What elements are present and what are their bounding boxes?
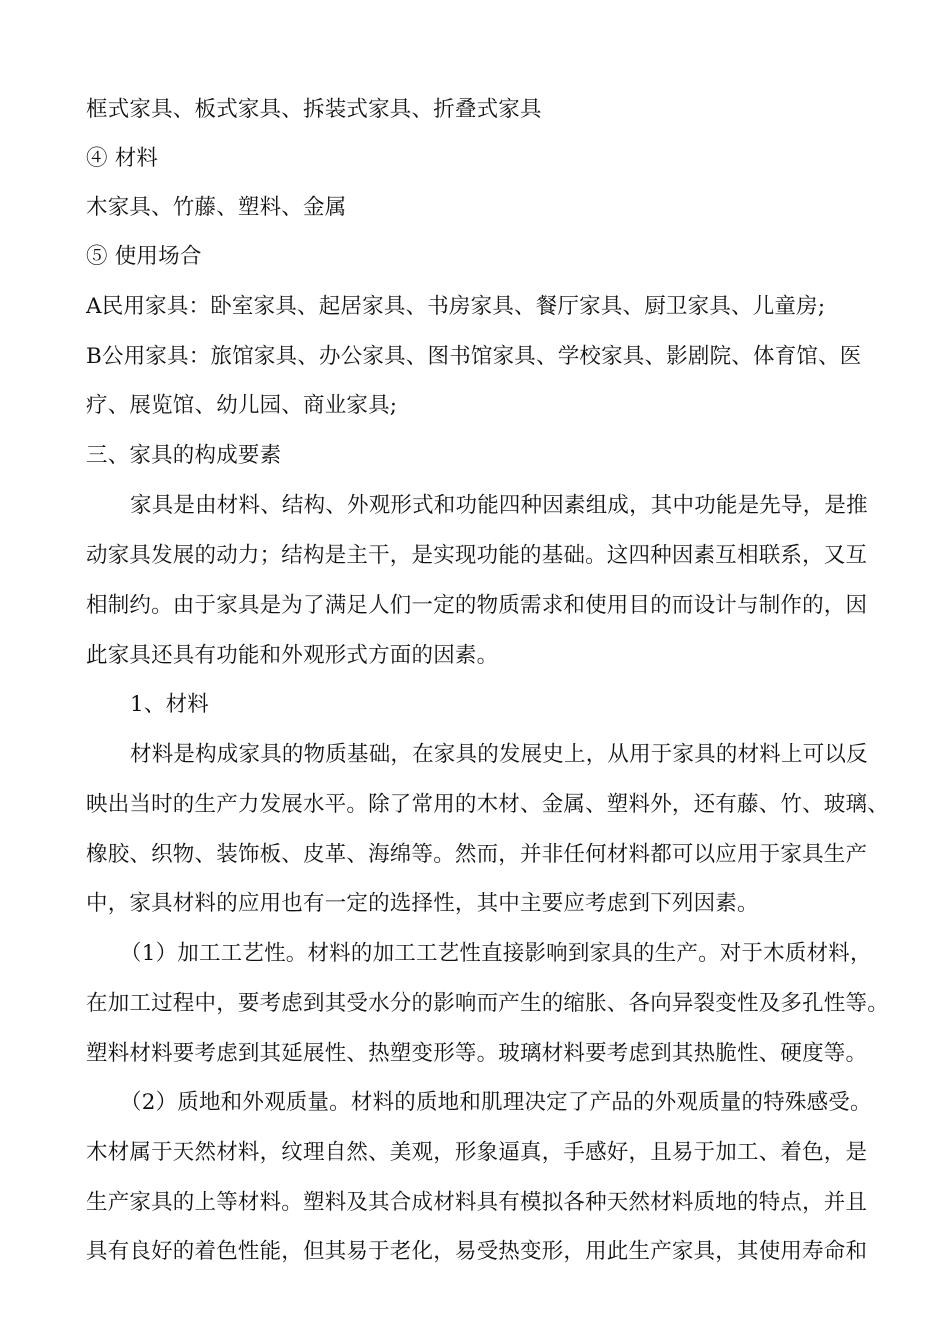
- paragraph-line: 具有良好的着色性能，但其易于老化，易受热变形，用此生产家具，其使用寿命和: [86, 1239, 868, 1264]
- subsection-heading-materials: 1、材料: [130, 692, 209, 717]
- paragraph-line: 相制约。由于家具是为了满足人们一定的物质需求和使用目的而设计与制作的，因: [86, 593, 868, 618]
- paragraph-line: 动家具发展的动力；结构是主干，是实现功能的基础。这四种因素互相联系，又互: [86, 543, 868, 568]
- paragraph-line: 此家具还具有功能和外观形式方面的因素。: [86, 643, 499, 668]
- paragraph-line: （2）质地和外观质量。材料的质地和肌理决定了产品的外观质量的特殊感受。: [120, 1090, 872, 1115]
- paragraph-line: 木材属于天然材料，纹理自然、美观，形象逼真，手感好，且易于加工、着色，是: [86, 1140, 868, 1165]
- paragraph-line: 映出当时的生产力发展水平。除了常用的木材、金属、塑料外，还有藤、竹、玻璃、: [86, 792, 889, 817]
- paragraph-line: 中，家具材料的应用也有一定的选择性，其中主要应考虑到下列因素。: [86, 891, 759, 916]
- text-line-material-list: 木家具、竹藤、塑料、金属: [86, 195, 347, 220]
- heading-materials-category: ④ 材料: [86, 146, 159, 171]
- heading-usage-category: ⑤ 使用场合: [86, 244, 202, 269]
- paragraph-line: 生产家具的上等材料。塑料及其合成材料具有模拟各种天然材料质地的特点，并且: [86, 1190, 868, 1215]
- text-line-type-list: 框式家具、板式家具、拆装式家具、折叠式家具: [86, 97, 542, 122]
- text-line-public-furniture-cont: 疗、展览馆、幼儿园、商业家具;: [86, 393, 398, 418]
- paragraph-line: 在加工过程中，要考虑到其受水分的影响而产生的缩胀、各向异裂变性及多孔性等。: [86, 991, 889, 1016]
- section-heading-elements: 三、家具的构成要素: [86, 443, 282, 468]
- paragraph-line: 材料是构成家具的物质基础，在家具的发展史上，从用于家具的材料上可以反: [130, 742, 868, 767]
- paragraph-line: 橡胶、织物、装饰板、皮革、海绵等。然而，并非任何材料都可以应用于家具生产: [86, 842, 868, 867]
- text-line-civil-furniture: A民用家具：卧室家具、起居家具、书房家具、餐厅家具、厨卫家具、儿童房;: [86, 294, 826, 319]
- paragraph-line: （1）加工工艺性。材料的加工工艺性直接影响到家具的生产。对于木质材料，: [120, 941, 872, 966]
- paragraph-line: 塑料材料要考虑到其延展性、热塑变形等。玻璃材料要考虑到其热脆性、硬度等。: [86, 1041, 868, 1066]
- text-line-public-furniture: B公用家具：旅馆家具、办公家具、图书馆家具、学校家具、影剧院、体育馆、医: [86, 344, 862, 369]
- paragraph-line: 家具是由材料、结构、外观形式和功能四种因素组成，其中功能是先导，是推: [130, 493, 868, 518]
